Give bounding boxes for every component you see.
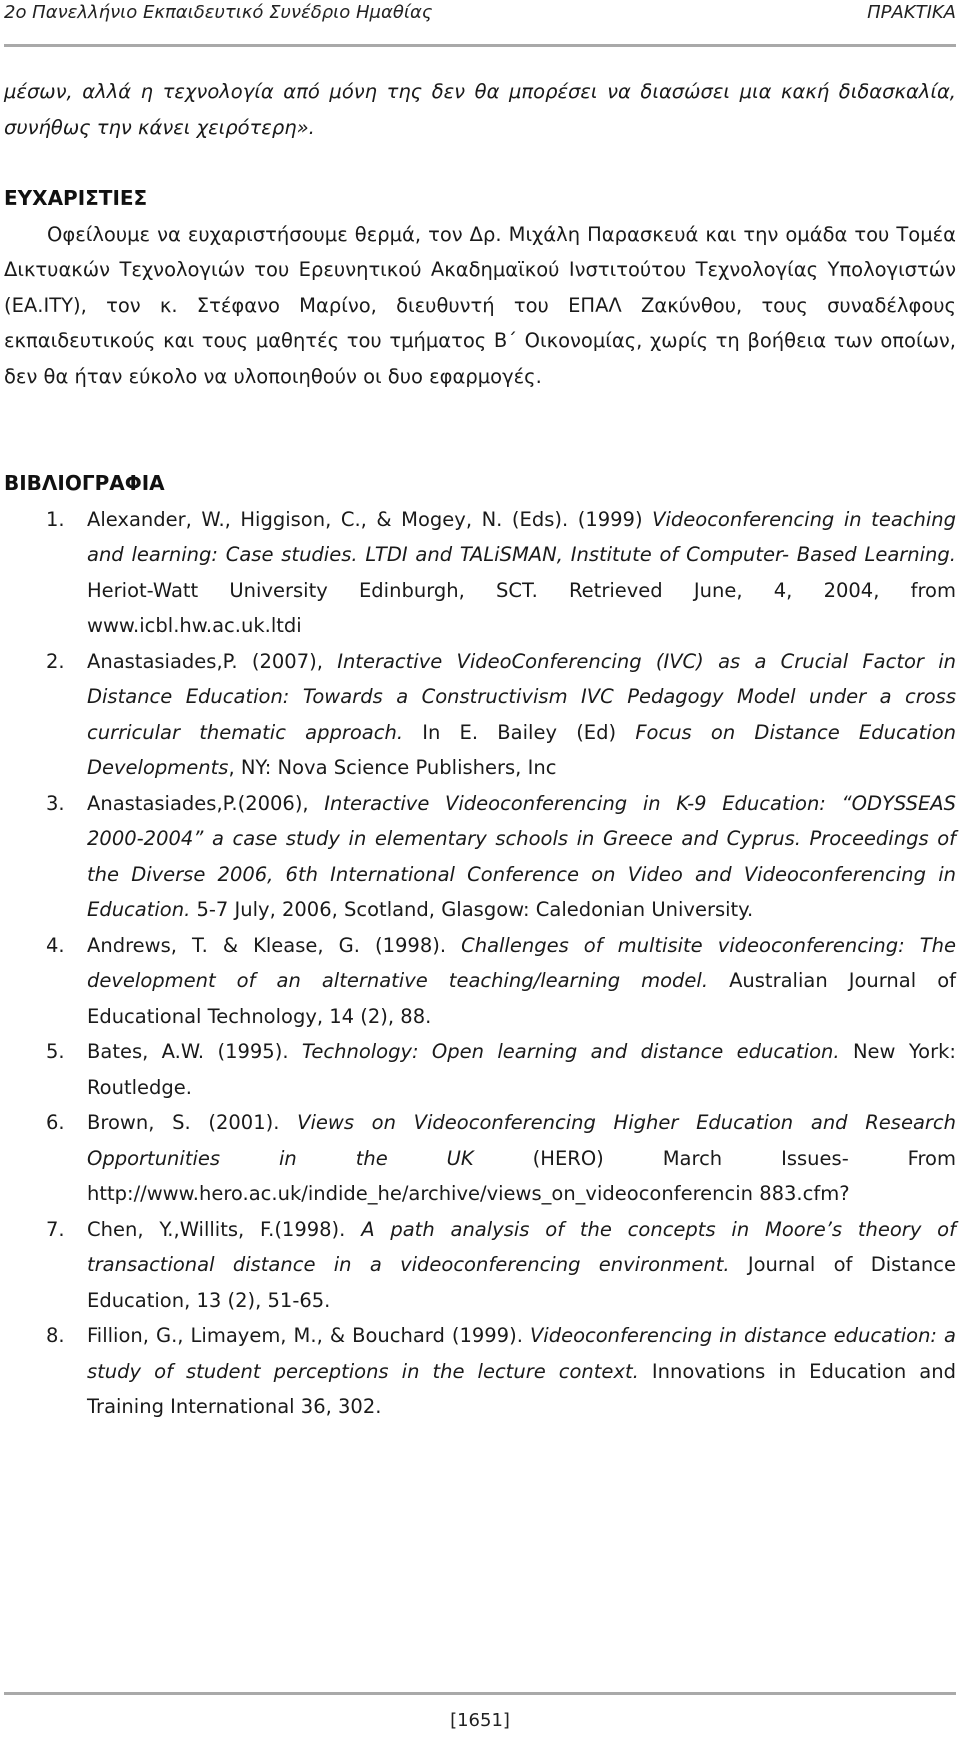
acknowledgements-heading: ΕΥΧΑΡΙΣΤΙΕΣ bbox=[4, 186, 148, 210]
reference-title: Focus on Distance Education Developments bbox=[87, 720, 956, 779]
reference-title: Videoconferencing in distance education: a study of student perceptions in the lecture context. bbox=[87, 1324, 956, 1383]
reference-number: 5. bbox=[46, 1040, 65, 1063]
reference-item bbox=[4, 928, 956, 1035]
spacer bbox=[4, 394, 956, 466]
reference-number: 1. bbox=[46, 507, 65, 531]
reference-item bbox=[4, 1105, 956, 1212]
reference-number: 2. bbox=[46, 649, 65, 673]
acknowledgements-paragraph: Οφείλουμε να ευχαριστήσουμε θερμά, τον Δρ. Μιχάλη Παρασκευά και την ομάδα του Τομέα Δικτυακών Τεχνολογιών του Ερευνητικού Ακαδημαϊκού Ινστιτούτου Τεχνολογίας Υπολογιστών (ΕΑ.ΙΤΥ), τον κ. Στέφανο Μαρίνο, διευθυντή του ΕΠΑΛ Ζακύνθου, τους συναδέλφους εκπαιδευτικούς και τους μαθητές του τμήματος Β΄ Οικονομίας, χωρίς τη βοήθεια των οποίων, δεν θα ήταν εύκολο να υλοποιηθούν οι δυο εφαρμογές. bbox=[4, 222, 956, 388]
reference-text: New York: Routledge. bbox=[87, 1040, 956, 1099]
reference-text: Australian Journal of Educational Technology, 14 (2), 88. bbox=[87, 969, 956, 1028]
bibliography-list bbox=[4, 502, 956, 1425]
reference-text: 5-7 July, 2006, Scotland, Glasgow: Caledonian University. bbox=[190, 898, 754, 921]
reference-text: Journal of Distance Education, 13 (2), 51-65. bbox=[87, 1253, 956, 1312]
reference-text: Chen, Y.,Willits, F.(1998). bbox=[87, 1217, 362, 1241]
reference-text: Heriot-Watt University Edinburgh, SCT. Retrieved June, 4, 2004, from www.icbl.hw.ac.uk.ltdi bbox=[87, 578, 956, 637]
reference-text: Anastasiades,P.(2006), bbox=[87, 791, 325, 815]
reference-title: Views on Videoconferencing Higher Education and Research Opportunities in the UK bbox=[87, 1111, 956, 1170]
page-header bbox=[4, 0, 956, 30]
reference-number: 3. bbox=[46, 791, 65, 815]
reference-title: Interactive VideoConferencing (IVC) as a Crucial Factor in Distance Education: Towards a Constructivism IVC Pedagogy Model under a cross curricular thematic approach. bbox=[87, 649, 956, 744]
reference-title: A path analysis of the concepts in Moore’s theory of transactional distance in a videoconferencing environment. bbox=[87, 1217, 956, 1276]
reference-title: Technology: Open learning and distance education. bbox=[301, 1040, 840, 1063]
reference-item bbox=[4, 1212, 956, 1319]
reference-title: Challenges of multisite videoconferencing: The development of an alternative teaching/learning model. bbox=[87, 933, 956, 992]
reference-text: Brown, S. (2001). bbox=[87, 1111, 298, 1134]
reference-text: Bates, A.W. (1995). bbox=[87, 1040, 302, 1063]
reference-text: Anastasiades,P. (2007), bbox=[87, 649, 338, 673]
reference-text: In E. Bailey (Ed) bbox=[403, 720, 636, 744]
reference-number: 6. bbox=[46, 1111, 65, 1134]
reference-item bbox=[4, 786, 956, 928]
page-number: [1651] bbox=[450, 1710, 510, 1731]
header-divider bbox=[4, 44, 956, 47]
reference-item bbox=[4, 644, 956, 786]
header-proceedings-label: ΠΡΑΚΤΙΚΑ bbox=[867, 2, 956, 23]
reference-number: 4. bbox=[46, 933, 65, 957]
reference-text: Alexander, W., Higgison, C., & Mogey, N. (Eds). (1999) bbox=[87, 507, 653, 531]
footer-divider bbox=[4, 1692, 956, 1695]
bibliography-heading: ΒΙΒΛΙΟΓΡΑΦΙΑ bbox=[4, 471, 165, 495]
reference-text: Andrews, T. & Klease, G. (1998). bbox=[87, 933, 462, 957]
reference-item bbox=[4, 502, 956, 644]
reference-item bbox=[4, 1318, 956, 1425]
reference-item bbox=[4, 1034, 956, 1105]
reference-text: Innovations in Education and Training International 36, 302. bbox=[87, 1359, 956, 1418]
intro-paragraph: μέσων, αλλά η τεχνολογία από μόνη της δεν θα μπορέσει να διασώσει μια κακή διδασκαλία, συνήθως την κάνει χειρότερη». bbox=[4, 80, 956, 139]
spacer bbox=[4, 145, 956, 181]
header-conference-title: 2ο Πανελλήνιο Εκπαιδευτικό Συνέδριο Ημαθίας bbox=[4, 2, 433, 23]
reference-number: 8. bbox=[46, 1324, 65, 1347]
reference-title: Interactive Videoconferencing in K-9 Education: “ODYSSEAS 2000-2004” a case study in elementary schools in Greece and Cyprus. Proceedings of the Diverse 2006, 6th International Conference on Video and Videoconferencing in Education. bbox=[87, 791, 957, 921]
reference-text: , NY: Nova Science Publishers, Inc bbox=[228, 756, 557, 779]
reference-number: 7. bbox=[46, 1217, 65, 1241]
reference-text: Fillion, G., Limayem, M., & Bouchard (1999). bbox=[87, 1324, 530, 1347]
page-body bbox=[4, 74, 956, 1425]
reference-title: Videoconferencing in teaching and learning: Case studies. LTDI and TALiSMAN, Institute of Computer- Based Learning. bbox=[87, 507, 957, 566]
reference-text: (HERO) March Issues- From http://www.hero.ac.uk/indide_he/archive/views_on_videoconferencin 883.cfm? bbox=[87, 1146, 956, 1205]
